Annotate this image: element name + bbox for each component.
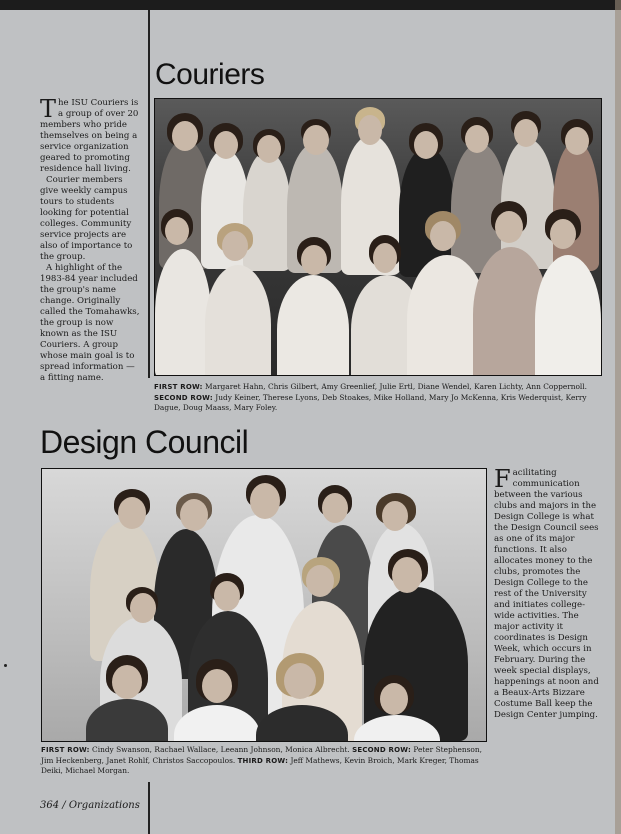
design-council-group-photo: [41, 468, 487, 742]
couriers-paragraph-2: Courier members give weekly campus tours to students looking for potential colleges. Community service projects are also of importance to the group.: [40, 175, 133, 262]
design-council-title: Design Council: [40, 424, 249, 460]
page-edge: [615, 0, 621, 834]
couriers-article: [40, 95, 140, 384]
design-caption-row1-names: Cindy Swanson, Rachael Wallace, Leeann Johnson, Monica Albrecht.: [92, 745, 350, 754]
column-rule-bottom: [148, 782, 150, 834]
design-caption-row1-label: FIRST ROW:: [41, 746, 90, 754]
design-council-paragraph-text: acilitating communication between the various clubs and majors in the Design College is what the Design Council sees as one of its major functions. It also allocates money to the clubs, promotes the Design College to the rest of the University and initiates college-wide activities. The major activity it coordinates is Design Week, which occurs in February. During the week special displays, happenings at noon and a Beaux-Arts Bizzare Costume Ball keep the Design Center jumping.: [494, 468, 599, 720]
couriers-caption-row1-names: Margaret Hahn, Chris Gilbert, Amy Greenlief, Julie Ertl, Diane Wendel, Karen Lichty, Ann Coppernoll.: [205, 382, 588, 391]
design-council-paragraph: [494, 465, 600, 721]
margin-mark: [4, 664, 7, 667]
couriers-dropcap: T: [40, 95, 57, 123]
design-council-article: [494, 465, 600, 721]
couriers-paragraph-1: [40, 95, 140, 175]
couriers-paragraph-1-text: he ISU Couriers is a group of over 20 members who pride themselves on being a service organization geared to promoting residence hall living.: [40, 98, 139, 174]
design-caption-row2-names: Peter Stephenson, Jim Heckenberg, Janet Rohlf, Christos Saccopoulos.: [41, 745, 482, 765]
couriers-group-photo: [154, 98, 602, 376]
design-caption-row2-label: SECOND ROW:: [352, 746, 411, 754]
couriers-caption-row2-names: Judy Keiner, Therese Lyons, Deb Stoakes, Mike Holland, Mary Jo McKenna, Kris Wederquist, Kerry Dague, Doug Maass, Mary Foley.: [154, 392, 587, 412]
couriers-title: Couriers: [155, 58, 265, 91]
design-council-dropcap: F: [494, 465, 511, 493]
couriers-caption: [154, 382, 600, 413]
page-folio: 364 / Organizations: [40, 800, 140, 811]
design-caption-row3-names: Jeff Mathews, Kevin Broich, Mark Kreger, Thomas Deiki, Michael Morgan.: [41, 755, 479, 775]
couriers-paragraph-3: A highlight of the 1983-84 year included the group's name change. Originally called the Tomahawks, the group is now known as the ISU Couriers. A group whose main goal is to spread information — a fitting name.: [40, 263, 140, 383]
design-council-caption: [41, 745, 491, 776]
couriers-caption-row1-label: FIRST ROW:: [154, 383, 203, 391]
column-rule-top: [148, 10, 150, 378]
top-border: [0, 0, 621, 10]
design-caption-row3-label: THIRD ROW:: [237, 756, 289, 765]
couriers-caption-row2-label: SECOND ROW:: [154, 393, 213, 402]
